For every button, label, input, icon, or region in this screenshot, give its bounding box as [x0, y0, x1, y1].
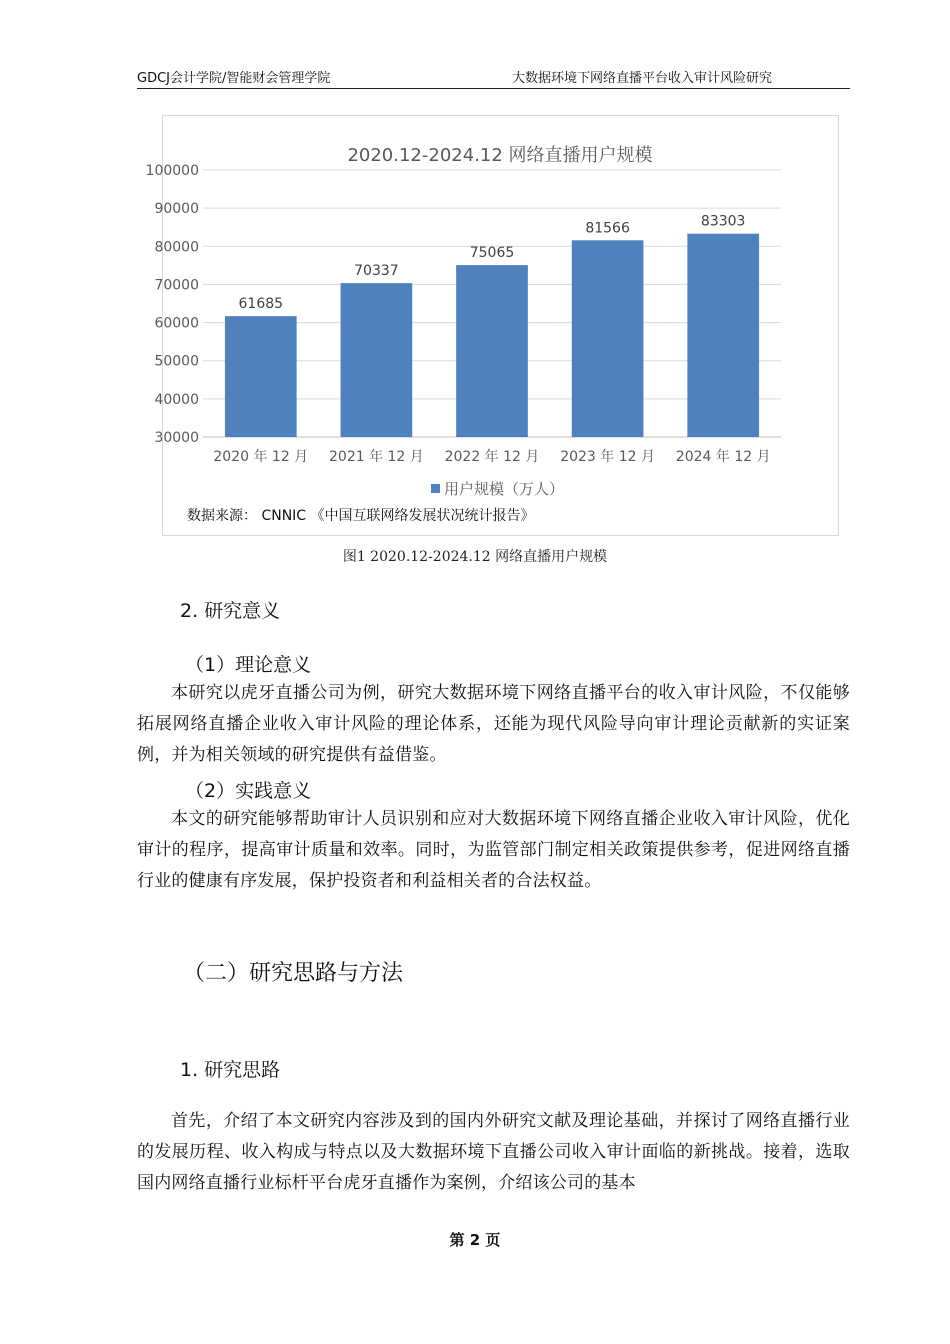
x-tick-label: 2022 年 12 月: [444, 449, 540, 465]
y-tick-label: 40000: [154, 391, 199, 408]
chart-source: 数据来源： CNNIC 《中国互联网络发展状况统计报告》: [187, 508, 535, 524]
y-tick-label: 100000: [145, 163, 199, 179]
y-tick-label: 30000: [154, 430, 199, 446]
subheading-theory: （1）理论意义: [185, 654, 312, 676]
y-tick-label: 80000: [154, 239, 199, 256]
bar-chart: [145, 116, 838, 535]
header-right-text: 大数据环境下网络直播平台收入审计风险研究: [511, 71, 772, 86]
paragraph-idea: 首先，介绍了本文研究内容涉及到的国内外研究文献及理论基础，并探讨了网络直播行业的发展历程、收入构成与特点以及大数据环境下直播公司收入审计面临的新挑战。接着，选取国内网络直播行业标杆平台虎牙直播作为案例，介绍该公司的基本: [137, 1111, 850, 1193]
legend-swatch: [431, 484, 440, 493]
page-number: 第 2 页: [449, 1231, 501, 1249]
bar: [225, 316, 297, 437]
header-left-text: GDCJ会计学院/智能财会管理学院: [137, 71, 331, 86]
bar: [456, 265, 528, 437]
bar: [572, 240, 644, 437]
data-label: 83303: [700, 213, 746, 230]
subheading-practice: （2）实践意义: [185, 780, 312, 802]
x-tick-label: 2024 年 12 月: [675, 449, 771, 465]
y-tick-label: 60000: [154, 315, 199, 332]
chart-title: 2020.12-2024.12 网络直播用户规模: [347, 145, 653, 166]
legend-label: 用户规模（万人）: [444, 480, 565, 498]
section-heading-idea: 1. 研究思路: [180, 1059, 281, 1081]
bar-chart-figure: [145, 115, 839, 536]
y-tick-label: 70000: [154, 277, 199, 294]
page-header: [137, 64, 850, 89]
y-tick-label: 50000: [154, 353, 199, 370]
bar: [341, 283, 413, 437]
figure-caption: 图1 2020.12-2024.12 网络直播用户规模: [342, 549, 608, 565]
data-label: 61685: [238, 296, 284, 313]
section-heading-approach: （二）研究思路与方法: [183, 961, 404, 986]
section-heading-significance: 2. 研究意义: [180, 600, 281, 622]
x-tick-label: 2021 年 12 月: [329, 449, 424, 465]
paragraph-practice: 本文的研究能够帮助审计人员识别和应对大数据环境下网络直播企业收入审计风险，优化审计的程序，提高审计质量和效率。同时，为监管部门制定相关政策提供参考，促进网络直播行业的健康有序发展，保护投资者和利益相关者的合法权益。: [137, 809, 850, 891]
data-label: 70337: [354, 263, 399, 280]
bar: [687, 234, 759, 437]
paragraph-theory: 本研究以虎牙直播公司为例，研究大数据环境下网络直播平台的收入审计风险，不仅能够拓展网络直播企业收入审计风险的理论体系，还能为现代风险导向审计理论贡献新的实证案例，并为相关领域的研究提供有益借鉴。: [137, 683, 850, 765]
x-tick-label: 2023 年 12 月: [560, 449, 655, 465]
y-tick-label: 90000: [154, 201, 199, 218]
data-label: 81566: [585, 220, 630, 237]
x-tick-label: 2020 年 12 月: [213, 449, 309, 465]
data-label: 75065: [469, 245, 515, 262]
